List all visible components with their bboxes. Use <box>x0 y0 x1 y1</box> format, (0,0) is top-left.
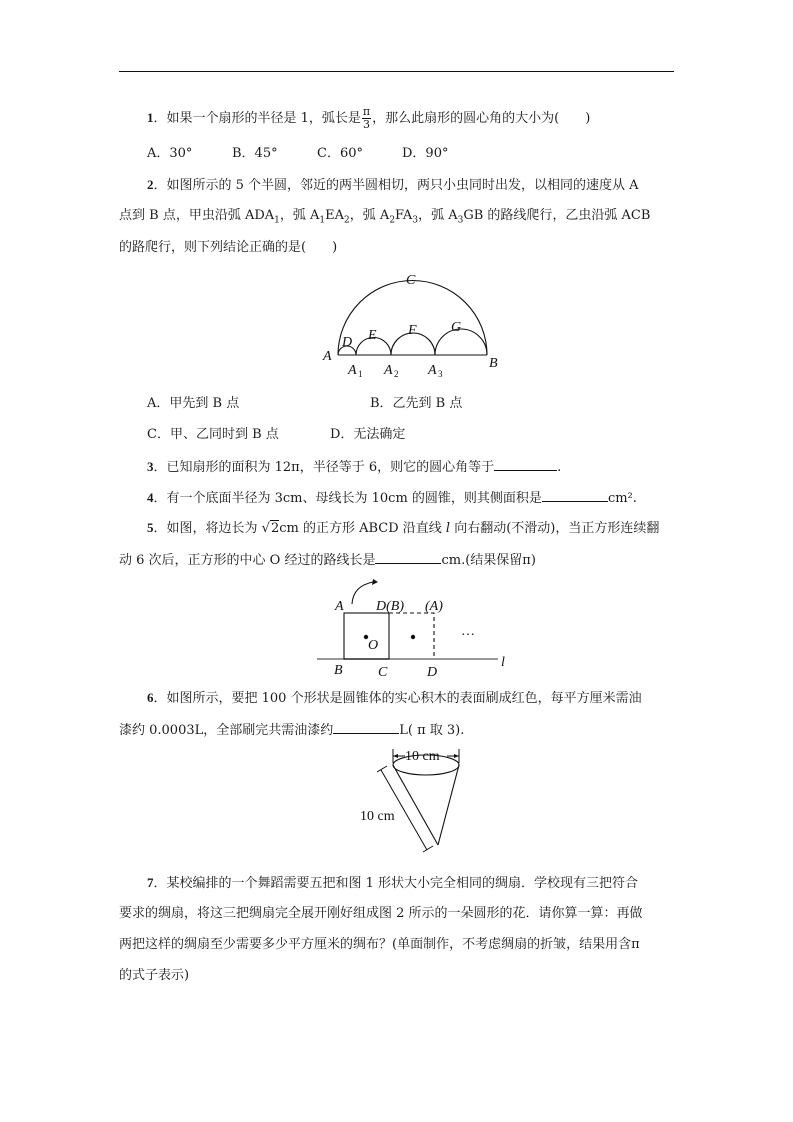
label-a2-sub: 2 <box>394 369 399 379</box>
cone-right-edge <box>438 765 459 845</box>
question-text: ．如图，将边长为 <box>153 521 262 536</box>
label-l: l <box>501 655 505 670</box>
question-number: 5 <box>147 520 154 535</box>
question-7-line-3: 两把这样的绸扇至少需要多少平方厘米的绸布？(单面制作，不考虑绸扇的折皱，结果用含π <box>119 937 640 952</box>
label-f: F <box>408 323 417 338</box>
question-text: ．有一个底面半径为 3cm、母线长为 10cm 的圆锥，则其侧面积是 <box>153 491 542 506</box>
line-variable: l <box>445 521 451 536</box>
answer-blank[interactable] <box>333 720 399 734</box>
question-text: ．如图所示，要把 100 个形状是圆锥体的实心积木的表面刷成红色，每平方厘米需油 <box>153 691 642 706</box>
question-text: ．已知扇形的面积为 12π，半径等于 6，则它的圆心角等于 <box>153 460 495 475</box>
slant-tick-bottom <box>423 846 433 852</box>
label-a2: A <box>384 363 393 378</box>
question-text: ，弧 A <box>349 208 390 223</box>
ellipsis: ··· <box>461 628 475 643</box>
label-b: B <box>489 356 498 371</box>
arrow-head-icon <box>393 754 398 758</box>
question-2-line-2 <box>119 207 650 230</box>
question-text: ，弧 A <box>279 208 320 223</box>
question-text: EA <box>325 208 345 223</box>
question-text: 漆约 0.0003L，全部刷完共需油漆约 <box>119 723 334 738</box>
question-number: 3 <box>147 459 154 474</box>
question-text: cm.(结果保留π) <box>441 553 536 568</box>
question-3 <box>147 457 561 477</box>
question-2-line-3: 的路爬行，则下列结论正确的是( ) <box>119 240 338 255</box>
question-7-line-4: 的式子表示) <box>119 968 190 983</box>
question-text: cm². <box>607 491 637 506</box>
subscript: 2 <box>344 215 350 226</box>
fraction-numerator: π <box>362 105 371 118</box>
question-2-options-row-1 <box>147 395 462 413</box>
label-e: E <box>368 328 377 343</box>
question-1-options <box>147 145 448 163</box>
next-center <box>411 635 415 639</box>
question-1 <box>147 106 590 131</box>
option-c[interactable]: C．甲、乙同时到 B 点 <box>147 427 279 442</box>
question-text: . <box>557 460 562 475</box>
label-a3: A <box>428 363 437 378</box>
cone-figure <box>355 745 470 853</box>
label-d: D <box>342 335 353 350</box>
question-text: L( π 取 3). <box>399 723 465 738</box>
rotation-arrow <box>352 582 373 604</box>
option-b[interactable]: B．45° <box>232 146 278 161</box>
label-a: A <box>323 349 332 364</box>
question-6-line-2 <box>119 720 464 740</box>
question-text: ，那么此扇形的圆心角的大小为( ) <box>372 111 591 126</box>
semicircles-figure <box>318 268 508 383</box>
label-a3-sub: 3 <box>438 369 443 379</box>
arrow-head-icon <box>454 754 459 758</box>
question-text: ．某校编排的一个舞蹈需要五把和图 1 形状大小完全相同的绸扇．学校现有三把符合 <box>153 876 639 891</box>
sqrt-value: 2 <box>270 521 280 536</box>
label-a1-sub: 1 <box>358 369 363 379</box>
question-text: 点到 B 点，甲虫沿弧 ADA <box>119 208 275 223</box>
slant-label: 10 cm <box>360 809 395 824</box>
option-c[interactable]: C．60° <box>317 146 363 161</box>
label-d: D <box>427 665 438 678</box>
question-text: ．如果一个扇形的半径是 1，弧长是 <box>153 111 361 126</box>
option-a[interactable]: A．甲先到 B 点 <box>147 396 240 411</box>
question-2 <box>147 176 639 195</box>
question-number: 4 <box>147 490 154 505</box>
header-rule <box>119 71 674 72</box>
question-text: ，弧 A <box>418 208 458 223</box>
question-4 <box>147 488 637 508</box>
label-a: A <box>335 599 344 614</box>
subscript: 1 <box>274 215 280 226</box>
question-7-line-2: 要求的绸扇，将这三把绸扇完全展开刚好组成图 2 所示的一朵圆形的花．请你算一算：再做 <box>119 906 643 921</box>
subscript: 1 <box>319 215 326 226</box>
question-number: 7 <box>147 875 154 890</box>
fraction-denominator: 3 <box>363 118 371 131</box>
label-c: C <box>406 273 416 288</box>
option-d[interactable]: D．无法确定 <box>330 427 406 442</box>
question-text: ．如图所示的 5 个半圆，邻近的两半圆相切，两只小虫同时出发，以相同的速度从 A <box>153 178 639 193</box>
question-number: 1 <box>147 110 154 125</box>
arrow-head-icon <box>372 579 378 585</box>
label-c: C <box>378 665 388 678</box>
question-text: FA <box>395 208 413 223</box>
answer-blank[interactable] <box>542 488 608 502</box>
subscript: 2 <box>389 215 396 226</box>
label-o: O <box>368 638 379 653</box>
option-b[interactable]: B．乙先到 B 点 <box>370 396 463 411</box>
question-number: 2 <box>147 177 154 192</box>
label-a-prime: (A) <box>425 599 443 614</box>
label-d-b: D(B) <box>376 599 404 614</box>
question-5 <box>147 519 659 538</box>
option-a[interactable]: A．30° <box>147 146 193 161</box>
rolling-square-figure <box>315 578 510 678</box>
question-text: 向右翻动(不滑动)，当正方形连续翻 <box>450 521 660 536</box>
subscript: 3 <box>457 215 464 226</box>
label-g: G <box>451 320 462 335</box>
question-7 <box>147 874 638 893</box>
answer-blank[interactable] <box>375 550 441 564</box>
subscript: 3 <box>412 215 419 226</box>
option-d[interactable]: D．90° <box>402 146 449 161</box>
fraction <box>362 106 371 131</box>
question-text: cm 的正方形 ABCD 沿直线 <box>279 521 446 536</box>
label-a1: A <box>348 363 357 378</box>
cone-left-edge <box>393 765 438 845</box>
question-number: 6 <box>147 690 154 705</box>
question-text: 动 6 次后，正方形的中心 O 经过的路线长是 <box>119 553 376 568</box>
sqrt-symbol: √ <box>261 521 270 536</box>
question-text: GB 的路线爬行，乙虫沿弧 ACB <box>463 208 651 223</box>
question-2-options-row-2 <box>147 426 405 444</box>
question-5-line-2 <box>119 550 536 570</box>
label-b: B <box>334 663 343 678</box>
diameter-label: 10 cm <box>405 749 440 764</box>
question-6 <box>147 689 642 708</box>
answer-blank[interactable] <box>494 457 557 471</box>
